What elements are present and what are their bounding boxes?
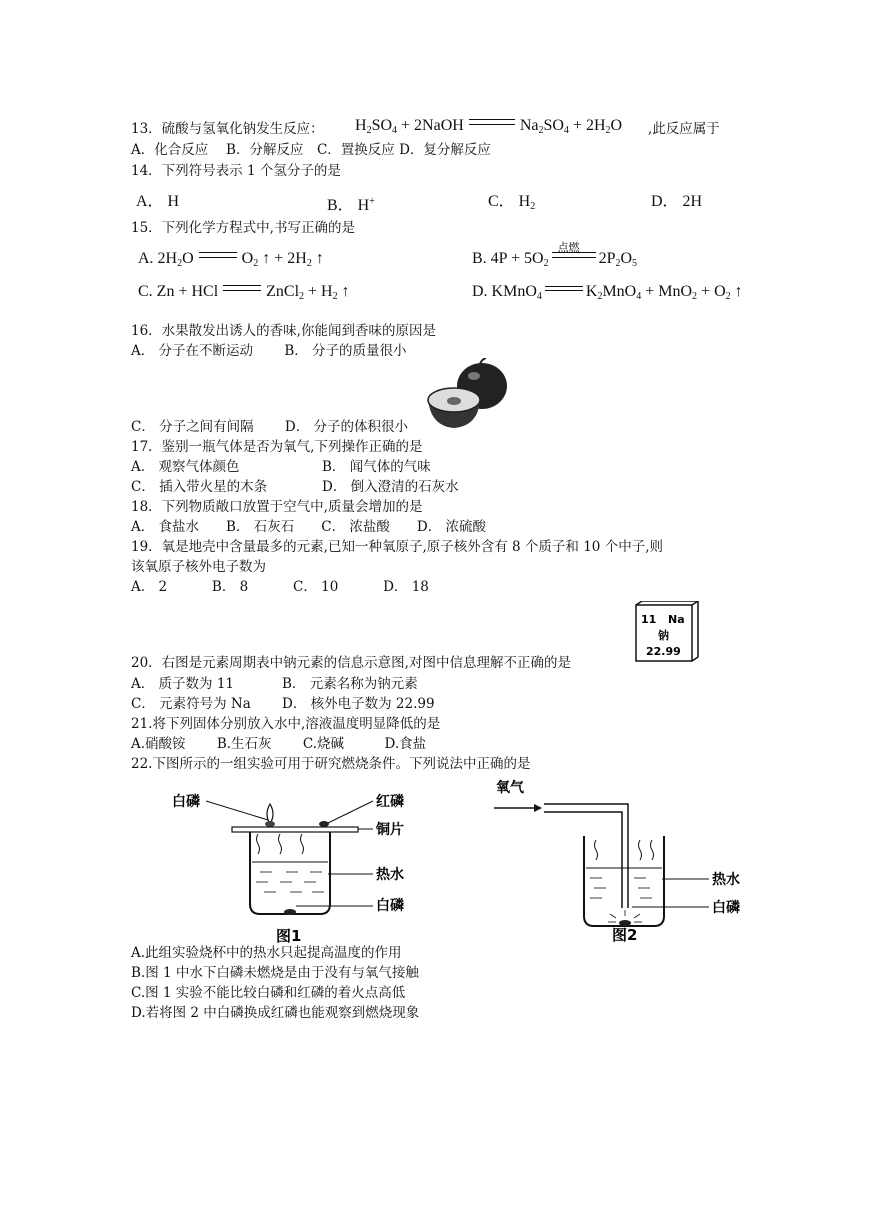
eq-sub: 2 (615, 258, 621, 269)
element-symbol: Na (668, 613, 685, 626)
q17-stem: 17．鉴别一瓶气体是否为氧气,下列操作正确的是 (131, 439, 423, 455)
q13-stem-prefix: 13．硫酸与氢氧化钠发生反应： (131, 121, 324, 137)
q13-equation (355, 116, 622, 141)
copper-plate (232, 827, 358, 832)
eq-text: C． H (488, 193, 531, 210)
eq-text: SO (371, 117, 393, 134)
apple-core (447, 397, 461, 405)
q15-option-a (138, 249, 324, 274)
figure-2-caption: 图2 (612, 926, 638, 944)
q14-option-d: D． 2H (651, 193, 703, 210)
q17-option-b: B． 闻气体的气味 (322, 459, 431, 475)
eq-sub: 2 (692, 291, 698, 302)
eq-text: SO (543, 117, 564, 134)
eq-text: O (610, 117, 623, 134)
eq-text: ↑ (311, 250, 324, 267)
q15-option-b (472, 241, 638, 274)
label-white-phosphorus: 白磷 (172, 794, 200, 810)
eq-text: A. 2H (138, 250, 178, 267)
q17-option-c: C． 插入带火星的木条 (131, 479, 268, 495)
q22-option-c: C.图 1 实验不能比较白磷和红磷的着火点高低 (131, 985, 406, 1001)
leader-line (206, 801, 268, 820)
sodium-element-card (632, 601, 702, 667)
white-phosphorus-on-copper (265, 821, 275, 827)
water-lines (590, 878, 652, 898)
q21-options: A.硝酸铵 B.生石灰 C.烧碱 D.食盐 (131, 736, 427, 752)
atomic-number: 11 (641, 613, 657, 626)
eq-text: D. KMnO (472, 283, 537, 300)
eq-text: ZnCl (266, 283, 300, 300)
label-oxygen: 氧气 (496, 780, 524, 796)
water-lines (256, 872, 324, 892)
q20-option-b: B． 元素名称为钠元素 (282, 676, 418, 692)
eq-text: H (355, 117, 367, 134)
steam-lines (257, 834, 304, 854)
label-hot-water: 热水 (376, 867, 404, 883)
eq-text: O (620, 250, 633, 267)
eq-sub: 2 (530, 201, 536, 212)
q19-options: A． 2 B． 8 C． 10 D． 18 (131, 579, 429, 595)
q15-option-d (472, 282, 743, 307)
oxygen-arrow-head (534, 804, 542, 812)
atomic-mass: 22.99 (646, 645, 681, 658)
q16-options-ab: A． 分子在不断运动 B． 分子的质量很小 (131, 343, 407, 359)
reaction-condition (552, 241, 596, 258)
leader-line (328, 801, 373, 823)
eq-text: B． H (327, 197, 370, 214)
eq-text: + H (304, 283, 333, 300)
q16-stem: 16．水果散发出诱人的香味,你能闻到香味的原因是 (131, 323, 436, 339)
eq-sub: 2 (366, 125, 372, 136)
eq-sub: 2 (253, 258, 259, 269)
q22-option-d: D.若将图 2 中白磷换成红磷也能观察到燃烧现象 (131, 1005, 420, 1021)
eq-sub: 4 (392, 125, 398, 136)
eq-sub: 2 (605, 125, 611, 136)
q14-option-a: A． H (136, 193, 180, 210)
eq-text: K (585, 283, 598, 300)
figure-1-caption: 图1 (276, 927, 302, 945)
eq-sub: 2 (306, 258, 312, 269)
eq-text: C. Zn + HCl (138, 283, 219, 300)
q17-option-a: A． 观察气体颜色 (131, 459, 240, 475)
apple-highlight (468, 372, 480, 380)
eq-text: B. 4P + 5O (472, 250, 544, 267)
eq-sub: 5 (632, 258, 638, 269)
gas-tube (544, 804, 628, 908)
q20-option-a: A． 质子数为 11 (131, 676, 235, 692)
q20-option-d: D． 核外电子数为 22.99 (282, 696, 435, 712)
eq-text: ↑ + 2H (258, 250, 307, 267)
white-phosphorus-underwater (284, 909, 296, 915)
eq-sub: 2 (597, 291, 603, 302)
eq-text: O (241, 250, 254, 267)
beaker (250, 832, 330, 914)
element-name: 钠 (658, 629, 669, 642)
experiment-figure-1 (168, 786, 438, 946)
eq-text: MnO (602, 283, 637, 300)
q22-option-b: B.图 1 中水下白磷未燃烧是由于没有与氧气接触 (131, 965, 419, 981)
q20-stem: 20．右图是元素周期表中钠元素的信息示意图,对图中信息理解不正确的是 (131, 655, 571, 671)
experiment-figure-2 (490, 776, 780, 944)
eq-sub: 2 (543, 258, 549, 269)
q21-stem: 21.将下列固体分别放入水中,溶液温度明显降低的是 (131, 716, 441, 732)
eq-sub: 2 (725, 291, 731, 302)
red-phosphorus-on-copper (319, 821, 329, 827)
label-copper-plate: 铜片 (376, 822, 404, 838)
q15-option-c (138, 282, 350, 307)
eq-sub: 4 (536, 291, 542, 302)
eq-text: ↑ (730, 283, 743, 300)
eq-text: 2P (598, 250, 616, 267)
eq-text: Na (519, 117, 539, 134)
q22-option-a: A.此组实验烧杯中的热水只起提高温度的作用 (131, 945, 402, 961)
label-red-phosphorus: 红磷 (376, 794, 404, 810)
q13-options: A．化合反应 B．分解反应 C．置换反应 D．复分解反应 (131, 142, 491, 158)
eq-sub: 2 (299, 291, 305, 302)
eq-sub: 2 (332, 291, 338, 302)
q19-stem-line2: 该氧原子核外电子数为 (131, 559, 266, 575)
equals-sign (545, 286, 583, 291)
eq-sup: + (369, 196, 375, 207)
q14-stem: 14．下列符号表示 1 个氢分子的是 (131, 163, 341, 179)
eq-sub: 2 (177, 258, 183, 269)
label-white-phosphorus: 白磷 (712, 900, 740, 916)
q18-stem: 18．下列物质敞口放置于空气中,质量会增加的是 (131, 499, 423, 515)
eq-text: ↑ (337, 283, 350, 300)
label-white-phosphorus-2: 白磷 (376, 898, 404, 914)
equals-sign (469, 119, 515, 125)
label-hot-water: 热水 (712, 872, 740, 888)
q14-option-c (488, 192, 535, 217)
eq-text: + 2NaOH (397, 117, 464, 134)
q17-option-d: D． 倒入澄清的石灰水 (322, 479, 459, 495)
eq-sub: 4 (563, 125, 569, 136)
equals-sign (223, 285, 261, 291)
equals-sign (199, 252, 237, 258)
eq-text: + O (697, 283, 726, 300)
eq-text: O (182, 250, 194, 267)
eq-sub: 2 (538, 125, 544, 136)
q19-stem-line1: 19．氧是地壳中含量最多的元素,已知一种氧原子,原子核外含有 8 个质子和 10 个中子,则 (131, 539, 663, 555)
condition-label: 点燃 (557, 241, 580, 254)
q18-options: A． 食盐水 B． 石灰石 C． 浓盐酸 D． 浓硫酸 (131, 519, 486, 535)
steam-lines (595, 840, 654, 860)
eq-text: + 2H (568, 117, 606, 134)
q15-stem: 15．下列化学方程式中,书写正确的是 (131, 220, 355, 236)
q14-option-b (327, 192, 375, 216)
q13-stem-suffix: ,此反应属于 (648, 121, 720, 137)
q16-options-cd: C． 分子之间有间隔 D． 分子的体积很小 (131, 419, 409, 435)
eq-text: + MnO (641, 283, 693, 300)
q22-stem: 22.下图所示的一组实验可用于研究燃烧条件。下列说法中正确的是 (131, 756, 531, 772)
eq-sub: 4 (636, 291, 642, 302)
apple-illustration (424, 358, 510, 432)
q20-option-c: C． 元素符号为 Na (131, 696, 251, 712)
